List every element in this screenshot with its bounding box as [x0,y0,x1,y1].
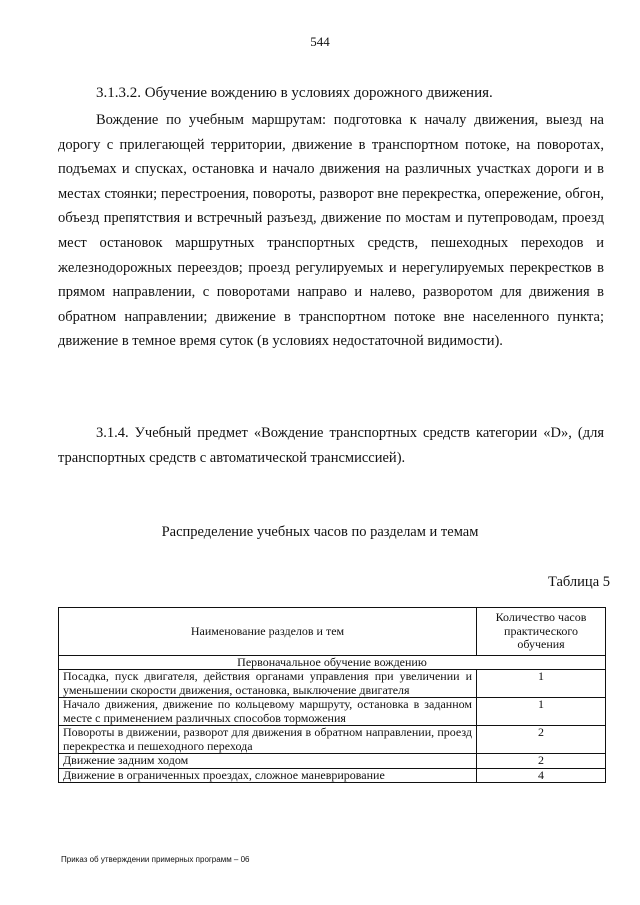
page-number: 544 [310,34,330,49]
table-header-row [59,608,606,656]
table-row [59,726,606,754]
table-subheader-row [59,655,606,670]
row-name: Посадка, пуск двигателя, действия органами управления при увеличении и уменьшении скорости движения, остановка, выключение двигателя [59,670,477,698]
row-name: Повороты в движении, разворот для движения в обратном направлении, проезд перекрестка и пешеходного перехода [59,726,477,754]
paragraph-driving-routes: Вождение по учебным маршрутам: подготовка к началу движения, выезд на дорогу с прилегающей территории, движение в транспортном потоке, на поворотах, подъемах и спусках, остановка и начало движения на различных участках дороги и в местах стоянки; перестроения, повороты, разворот вне перекрестка, опережение, обгон, объезд препятствия и встречный разъезд, движение по мостам и путепроводам, проезд мест остановок маршрутных транспортных средств, пешеходных переходов и железнодорожных переездов; проезд регулируемых и нерегулируемых перекрестков в прямом направлении, с поворотами направо и налево, разворотом для движения в обратном направлении; движение в транспортном потоке вне населенного пункта; движение в темное время суток (в условиях недостаточной видимости). [58,112,604,350]
section-title: 3.1.3.2. Обучение вождению в условиях дорожного движения. [96,85,493,101]
row-hours: 4 [477,768,606,783]
footer-note: Приказ об утверждении примерных программ – 06 [61,855,250,864]
header-hours: Количество часов практического обучения [477,608,606,656]
row-hours: 1 [477,698,606,726]
row-hours: 2 [477,754,606,769]
hours-table [58,607,606,783]
table-row [59,670,606,698]
row-hours: 2 [477,726,606,754]
row-hours: 1 [477,670,606,698]
table-row [59,698,606,726]
table-row [59,754,606,769]
header-name: Наименование разделов и тем [59,608,477,656]
table-row [59,768,606,783]
subheader-cell: Первоначальное обучение вождению [59,655,606,670]
paragraph-subject: 3.1.4. Учебный предмет «Вождение транспортных средств категории «D», (для транспортных средств с автоматической трансмиссией). [58,425,604,466]
distribution-title: Распределение учебных часов по разделам и темам [161,524,479,540]
row-name: Движение в ограниченных проездах, сложное маневрирование [59,768,477,783]
table-caption: Таблица 5 [547,574,610,590]
row-name: Начало движения, движение по кольцевому маршруту, остановка в заданном месте с применением различных способов торможения [59,698,477,726]
row-name: Движение задним ходом [59,754,477,769]
